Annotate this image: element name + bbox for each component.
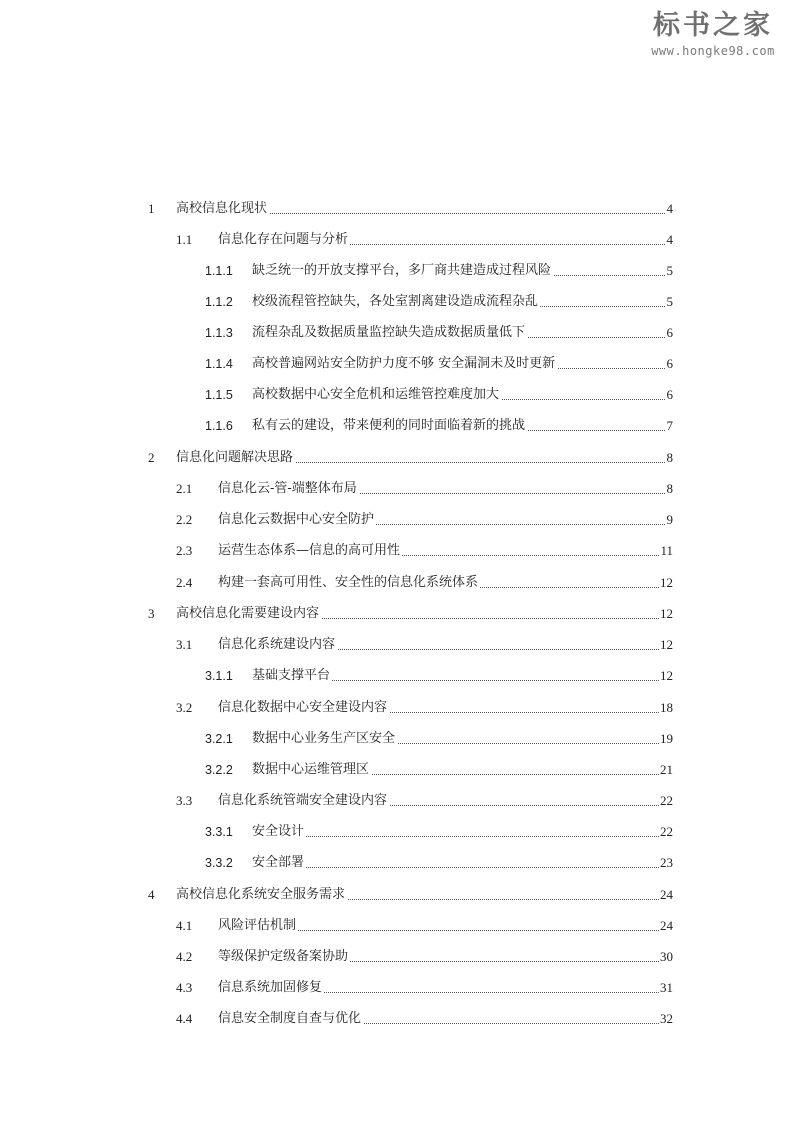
toc-entry-title[interactable]: 信息安全制度自查与优化 bbox=[218, 1011, 362, 1026]
toc-entry-number: 3.1.1 bbox=[205, 669, 233, 683]
toc-entry-title[interactable]: 流程杂乱及数据质量监控缺失造成数据质量低下 bbox=[252, 325, 526, 340]
toc-entry[interactable] bbox=[0, 600, 673, 622]
toc-entry[interactable] bbox=[0, 350, 673, 372]
toc-entry-page-number[interactable]: 18 bbox=[660, 700, 673, 715]
toc-entry-page-number[interactable]: 31 bbox=[660, 980, 673, 995]
toc-entry[interactable] bbox=[0, 381, 673, 403]
toc-entry-title[interactable]: 信息化系统建设内容 bbox=[218, 637, 336, 652]
toc-entry-page-number[interactable]: 23 bbox=[660, 855, 673, 870]
toc-entry-number: 1.1.5 bbox=[205, 388, 233, 402]
toc-entry-number: 1 bbox=[148, 201, 155, 216]
toc-entry-page-number[interactable]: 5 bbox=[666, 294, 673, 309]
toc-entry-number: 1.1.6 bbox=[205, 419, 233, 433]
toc-entry-page-number[interactable]: 6 bbox=[666, 387, 673, 402]
toc-entry-title[interactable]: 信息化云-管-端整体布局 bbox=[218, 481, 357, 496]
toc-entry-title[interactable]: 数据中心运维管理区 bbox=[252, 762, 370, 777]
toc-entry-title[interactable]: 信息化系统管端安全建设内容 bbox=[218, 793, 388, 808]
toc-entry-title[interactable]: 高校数据中心安全危机和运维管控难度加大 bbox=[252, 387, 500, 402]
toc-entry[interactable] bbox=[0, 694, 673, 716]
toc-entry-title[interactable]: 等级保护定级备案协助 bbox=[218, 949, 349, 964]
toc-entry-number: 3.3.1 bbox=[205, 825, 233, 839]
toc-entry-title[interactable]: 安全设计 bbox=[252, 824, 305, 839]
toc-entry-page-number[interactable]: 22 bbox=[660, 793, 673, 808]
toc-entry-title[interactable]: 风险评估机制 bbox=[218, 918, 297, 933]
toc-entry[interactable] bbox=[0, 226, 673, 248]
toc-entry[interactable] bbox=[0, 537, 673, 559]
toc-entry-number: 1.1.2 bbox=[205, 295, 233, 309]
toc-entry-number: 1.1.4 bbox=[205, 357, 233, 371]
toc-entry[interactable] bbox=[0, 569, 673, 591]
toc-entry-number: 3.2 bbox=[176, 700, 193, 715]
toc-entry-number: 4.3 bbox=[176, 980, 193, 995]
toc-entry[interactable] bbox=[0, 631, 673, 653]
toc-entry-page-number[interactable]: 9 bbox=[666, 512, 673, 527]
toc-entry-page-number[interactable]: 12 bbox=[660, 668, 673, 683]
toc-entry-page-number[interactable]: 8 bbox=[666, 481, 673, 496]
toc-entry-title[interactable]: 信息化问题解决思路 bbox=[176, 450, 294, 465]
toc-entry-title[interactable]: 运营生态体系—信息的高可用性 bbox=[218, 543, 401, 558]
toc-entry-page-number[interactable]: 22 bbox=[660, 824, 673, 839]
toc-entry-title[interactable]: 校级流程管控缺失，各处室割离建设造成流程杂乱 bbox=[252, 294, 539, 309]
toc-entry[interactable] bbox=[0, 195, 673, 217]
toc-entry[interactable] bbox=[0, 881, 673, 903]
toc-entry-page-number[interactable]: 6 bbox=[666, 325, 673, 340]
toc-entry-number: 2 bbox=[148, 450, 155, 465]
toc-entry[interactable] bbox=[0, 257, 673, 279]
toc-entry-number: 2.2 bbox=[176, 512, 193, 527]
toc-entry[interactable] bbox=[0, 756, 673, 778]
toc-entry[interactable] bbox=[0, 475, 673, 497]
toc-entry[interactable] bbox=[0, 288, 673, 310]
toc-entry-page-number[interactable]: 4 bbox=[666, 232, 673, 247]
toc-entry-page-number[interactable]: 7 bbox=[666, 418, 673, 433]
toc-entry[interactable] bbox=[0, 662, 673, 684]
toc-entry[interactable] bbox=[0, 787, 673, 809]
toc-dot-leader bbox=[252, 836, 671, 837]
toc-entry-title[interactable]: 数据中心业务生产区安全 bbox=[252, 731, 396, 746]
toc-entry-number: 3.2.2 bbox=[205, 763, 233, 777]
toc-entry[interactable] bbox=[0, 818, 673, 840]
toc-entry-page-number[interactable]: 12 bbox=[660, 637, 673, 652]
toc-entry-number: 3.2.1 bbox=[205, 732, 233, 746]
toc-entry-number: 3 bbox=[148, 606, 155, 621]
toc-entry-number: 2.1 bbox=[176, 481, 193, 496]
toc-entry-number: 3.3.2 bbox=[205, 856, 233, 870]
watermark-brand: 标书之家 bbox=[653, 10, 773, 41]
toc-entry-title[interactable]: 信息系统加固修复 bbox=[218, 980, 323, 995]
toc-entry[interactable] bbox=[0, 849, 673, 871]
toc-entry-title[interactable]: 构建一套高可用性、安全性的信息化系统体系 bbox=[218, 575, 479, 590]
toc-entry[interactable] bbox=[0, 912, 673, 934]
toc-entry-page-number[interactable]: 6 bbox=[666, 356, 673, 371]
toc-entry[interactable] bbox=[0, 1005, 673, 1027]
toc-entry-page-number[interactable]: 24 bbox=[660, 887, 673, 902]
toc-entry-page-number[interactable]: 4 bbox=[666, 201, 673, 216]
toc-entry-number: 2.4 bbox=[176, 575, 193, 590]
toc-entry-page-number[interactable]: 19 bbox=[660, 731, 673, 746]
toc-entry[interactable] bbox=[0, 506, 673, 528]
toc-entry-number: 3.3 bbox=[176, 793, 193, 808]
toc-dot-leader bbox=[252, 867, 671, 868]
toc-entry-page-number[interactable]: 32 bbox=[660, 1011, 673, 1026]
toc-entry-title[interactable]: 信息化存在问题与分析 bbox=[218, 232, 349, 247]
toc-entry[interactable] bbox=[0, 974, 673, 996]
toc-entry-page-number[interactable]: 21 bbox=[660, 762, 673, 777]
toc-entry-page-number[interactable]: 12 bbox=[660, 606, 673, 621]
toc-entry-title[interactable]: 高校信息化系统安全服务需求 bbox=[176, 887, 346, 902]
toc-entry-title[interactable]: 信息化云数据中心安全防护 bbox=[218, 512, 375, 527]
toc-entry-page-number[interactable]: 12 bbox=[660, 575, 673, 590]
toc-entry-number: 4.4 bbox=[176, 1011, 193, 1026]
toc-entry-title[interactable]: 安全部署 bbox=[252, 855, 305, 870]
toc-entry[interactable] bbox=[0, 444, 673, 466]
toc-entry-title[interactable]: 高校信息化需要建设内容 bbox=[176, 606, 320, 621]
toc-entry-number: 2.3 bbox=[176, 543, 193, 558]
toc-entry-title[interactable]: 高校普遍网站安全防护力度不够 安全漏洞未及时更新 bbox=[252, 356, 556, 371]
toc-entry-number: 3.1 bbox=[176, 637, 193, 652]
toc-entry-number: 1.1 bbox=[176, 232, 193, 247]
toc-entry-number: 4.2 bbox=[176, 949, 193, 964]
toc-entry-number: 4.1 bbox=[176, 918, 193, 933]
toc-entry-page-number[interactable]: 11 bbox=[660, 543, 673, 558]
toc-entry[interactable] bbox=[0, 319, 673, 341]
toc-entry-title[interactable]: 缺乏统一的开放支撑平台，多厂商共建造成过程风险 bbox=[252, 263, 552, 278]
watermark-url: www.hongke98.com bbox=[651, 44, 775, 58]
toc-entry-page-number[interactable]: 5 bbox=[666, 263, 673, 278]
toc-entry[interactable] bbox=[0, 943, 673, 965]
toc-entry-title[interactable]: 私有云的建设，带来便利的同时面临着新的挑战 bbox=[252, 418, 526, 433]
toc-entry-number: 1.1.1 bbox=[205, 264, 233, 278]
toc-entry-title[interactable]: 信息化数据中心安全建设内容 bbox=[218, 700, 388, 715]
toc-entry-page-number[interactable]: 30 bbox=[660, 949, 673, 964]
toc-entry-title[interactable]: 高校信息化现状 bbox=[176, 201, 268, 216]
watermark-logo bbox=[643, 10, 783, 58]
toc-entry-title[interactable]: 基础支撑平台 bbox=[252, 668, 331, 683]
toc-entry[interactable] bbox=[0, 725, 673, 747]
toc-entry-page-number[interactable]: 8 bbox=[666, 450, 673, 465]
toc-entry-number: 1.1.3 bbox=[205, 326, 233, 340]
toc-entry-number: 4 bbox=[148, 887, 155, 902]
toc-entry[interactable] bbox=[0, 412, 673, 434]
toc-entry-page-number[interactable]: 24 bbox=[660, 918, 673, 933]
